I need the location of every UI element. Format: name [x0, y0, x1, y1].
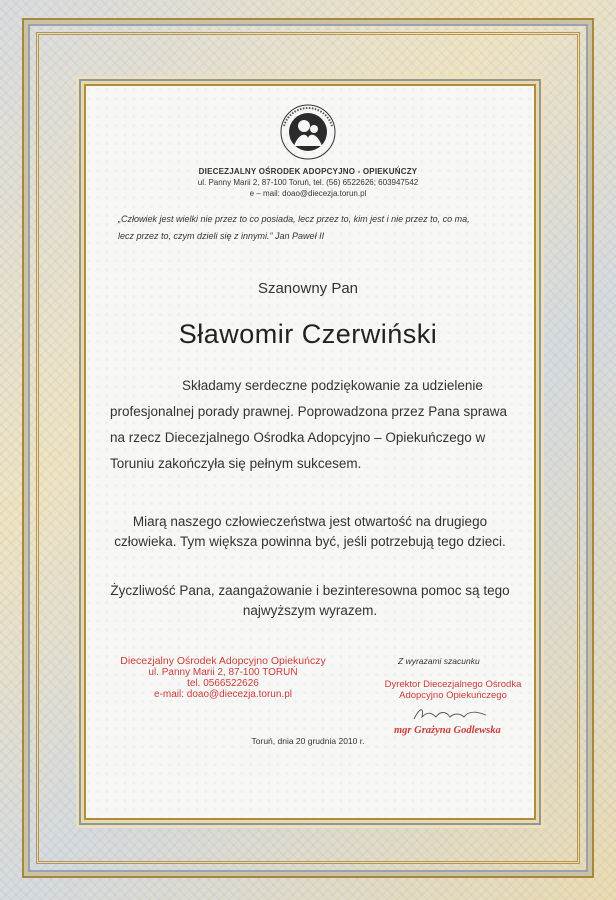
director-stamp-line-2: Adopcyjno Opiekuńczego [399, 690, 507, 701]
recipient-name: Sławomir Czerwiński [178, 319, 438, 349]
organization-email: e – mail: doao@diecezja.torun.pl [249, 189, 367, 198]
stamp-line-4: e-mail: doao@diecezja.torun.pl [153, 689, 292, 700]
organization-stamp [118, 656, 328, 700]
stamp-line-1: Diecezjalny Ośrodek Adopcyjno Opiekuńczy [120, 655, 326, 667]
quote-line-2: lecz przez to, czym dzieli się z innymi.” Jan Paweł II [118, 231, 325, 241]
humanity-paragraph: Miarą naszego człowieczeństwa jest otwartość na drugiego człowieka. Tym większa powinna być, jeśli potrzebują tego dzieci. [114, 514, 506, 549]
organization-seal-icon [278, 102, 338, 162]
stamp-line-2: ul. Panny Marii 2, 87-100 TORUŃ [148, 667, 298, 678]
director-stamp [368, 679, 538, 701]
letter-date: Toruń, dnia 20 grudnia 2010 r. [251, 736, 365, 746]
handwritten-signature [410, 705, 490, 725]
organization-name: DIECEZJALNY OŚRODEK ADOPCYJNO - OPIEKUŃCZY [198, 167, 418, 176]
kindness-paragraph: Życzliwość Pana, zaangażowanie i bezinteresowna pomoc są tego najwyższym wyrazem. [110, 583, 510, 618]
stamp-line-3: tel. 0566522626 [187, 678, 259, 689]
closing-phrase: Z wyrazami szacunku [398, 656, 480, 666]
signer-name: mgr Grażyna Godlewska [394, 725, 501, 736]
organization-address: ul. Panny Marii 2, 87-100 Toruń, tel. (56) 6522626; 603947542 [197, 178, 419, 187]
quote-line-1: „Człowiek jest wielki nie przez to co posiada, lecz przez to, kim jest i nie przez to, co ma, [118, 214, 470, 224]
salutation: Szanowny Pan [257, 280, 359, 297]
thanks-paragraph: Składamy serdeczne podziękowanie za udzielenie profesjonalnej porady prawnej. Poprowadzona przez Pana sprawa na rzecz Diecezjalnego Ośrodka Adopcyjno – Opiekuńczego w Toruniu zakończyła się pełnym sukcesem. [110, 378, 507, 471]
quote [118, 211, 508, 245]
director-stamp-line-1: Dyrektor Diecezjalnego Ośrodka [384, 679, 522, 690]
